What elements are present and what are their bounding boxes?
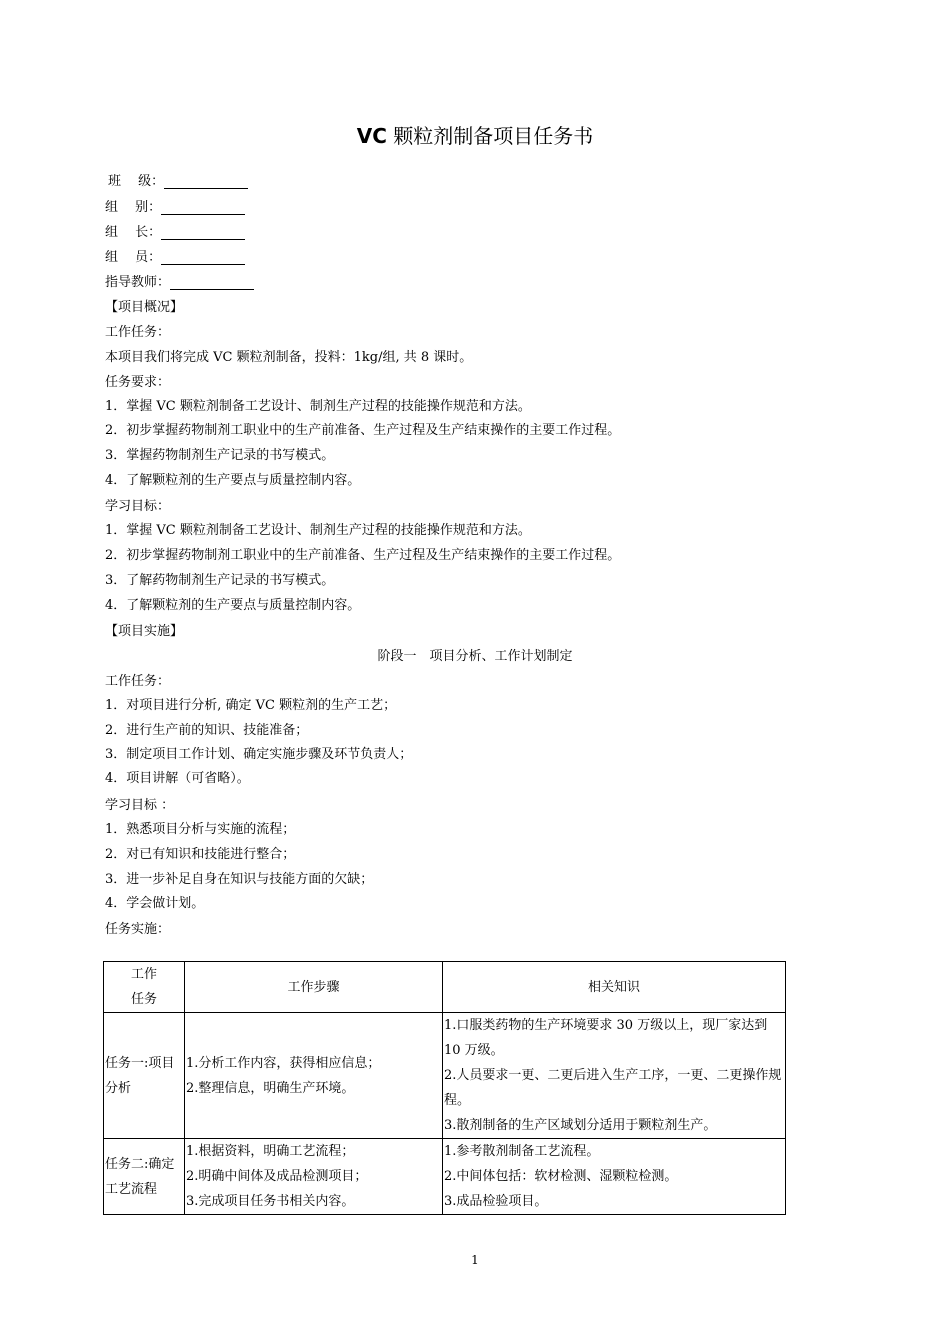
member-blank[interactable] xyxy=(161,250,245,265)
impl-task-label: 工作任务： xyxy=(105,674,171,689)
steps-cell: 1.分析工作内容，获得相应信息； 2.整理信息，明确生产环境。 xyxy=(185,1013,443,1139)
requirement-item: 2．初步掌握药物制剂工职业中的生产前准备、生产过程及生产结束操作的主要工作过程。 xyxy=(105,423,621,438)
steps-cell: 1.根据资料，明确工艺流程； 2.明确中间体及成品检测项目； 3.完成项目任务书相关内容。 xyxy=(185,1139,443,1215)
header-work-task: 工作 任务 xyxy=(104,962,185,1013)
teacher-field[interactable]: 指导教师： xyxy=(105,271,254,290)
task-table xyxy=(103,961,786,1215)
leader-field[interactable]: 组 长： xyxy=(105,221,245,240)
stage-title: 阶段一 项目分析、工作计划制定 xyxy=(377,649,573,664)
requirement-item: 3．掌握药物制剂生产记录的书写模式。 xyxy=(105,448,335,463)
class-field[interactable]: 班 级： xyxy=(108,170,248,189)
requirement-item: 1．掌握 VC 颗粒剂制备工艺设计、制剂生产过程的技能操作规范和方法。 xyxy=(105,399,531,414)
knowledge-cell: 1.参考散剂制备工艺流程。 2.中间体包括：软材检测、湿颗粒检测。 3.成品检验项目。 xyxy=(443,1139,786,1215)
work-task-label: 工作任务： xyxy=(105,325,171,340)
requirements-label: 任务要求： xyxy=(105,375,171,390)
group-blank[interactable] xyxy=(161,200,245,215)
goal-item: 3．了解药物制剂生产记录的书写模式。 xyxy=(105,573,335,588)
leader-blank[interactable] xyxy=(161,225,245,240)
table-header-row xyxy=(104,962,786,1013)
goals-label: 学习目标： xyxy=(105,499,171,514)
page-number: 1 xyxy=(471,1253,479,1267)
impl-goal-item: 3．进一步补足自身在知识与技能方面的欠缺； xyxy=(105,872,374,887)
task-execution-label: 任务实施： xyxy=(105,922,171,937)
header-related-knowledge: 相关知识 xyxy=(443,962,786,1013)
goal-item: 2．初步掌握药物制剂工职业中的生产前准备、生产过程及生产结束操作的主要工作过程。 xyxy=(105,548,621,563)
goal-item: 1．掌握 VC 颗粒剂制备工艺设计、制剂生产过程的技能操作规范和方法。 xyxy=(105,523,531,538)
header-work-steps: 工作步骤 xyxy=(185,962,443,1013)
class-blank[interactable] xyxy=(164,174,248,189)
impl-task-item: 2．进行生产前的知识、技能准备； xyxy=(105,723,309,738)
impl-task-item: 3．制定项目工作计划、确定实施步骤及环节负责人； xyxy=(105,747,413,762)
impl-goal-item: 2．对已有知识和技能进行整合； xyxy=(105,847,296,862)
task-cell: 任务一:项目 分析 xyxy=(104,1013,185,1139)
page-title: VC 颗粒剂制备项目任务书 xyxy=(356,124,594,148)
impl-goal-item: 1．熟悉项目分析与实施的流程； xyxy=(105,822,296,837)
task-cell: 任务二:确定 工艺流程 xyxy=(104,1139,185,1215)
requirement-item: 4．了解颗粒剂的生产要点与质量控制内容。 xyxy=(105,473,361,488)
table-row xyxy=(104,1013,786,1139)
goal-item: 4．了解颗粒剂的生产要点与质量控制内容。 xyxy=(105,598,361,613)
table-row xyxy=(104,1139,786,1215)
impl-task-item: 4．项目讲解（可省略）。 xyxy=(105,771,250,786)
impl-goal-label: 学习目标 ： xyxy=(105,798,175,813)
overview-heading: 【项目概况】 xyxy=(105,300,184,315)
knowledge-cell: 1.口服类药物的生产环境要求 30 万级以上，现厂家达到 10 万级。 2.人员要求一更、二更后进入生产工序，一更、二更操作规程。 3.散剂制备的生产区域划分适用于颗粒剂生产。 xyxy=(443,1013,786,1139)
work-task-text: 本项目我们将完成 VC 颗粒剂制备，投料：1kg/组, 共 8 课时。 xyxy=(105,350,473,365)
impl-goal-item: 4．学会做计划。 xyxy=(105,896,205,911)
member-field[interactable]: 组 员： xyxy=(105,246,245,265)
group-field[interactable]: 组 别： xyxy=(105,196,245,215)
implementation-heading: 【项目实施】 xyxy=(105,624,184,639)
impl-task-item: 1．对项目进行分析, 确定 VC 颗粒剂的生产工艺； xyxy=(105,698,397,713)
teacher-blank[interactable] xyxy=(170,275,254,290)
